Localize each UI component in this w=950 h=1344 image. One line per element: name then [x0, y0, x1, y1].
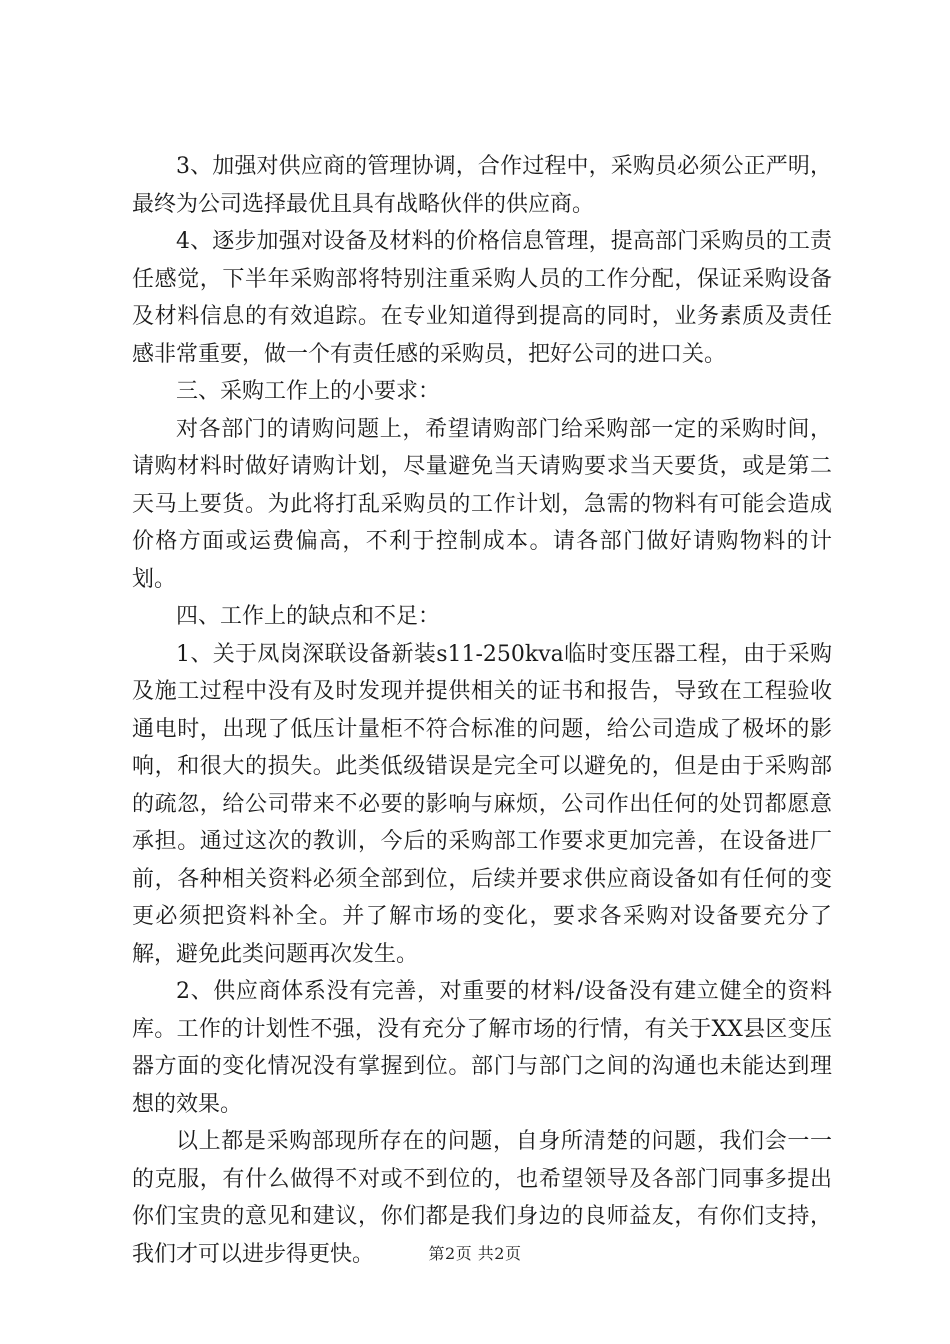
paragraph-shortcoming-2: 2、供应商体系没有完善，对重要的材料/设备没有建立健全的资料库。工作的计划性不强，没有充分了解市场的行情，有关于XX县区变压器方面的变化情况没有掌握到位。部门与部门之间的沟通也未能达到理想的效果。 — [132, 979, 832, 1117]
paragraph-requirements: 对各部门的请购问题上，希望请购部门给采购部一定的采购时间，请购材料时做好请购计划，尽量避免当天请购要求当天要货，或是第二天马上要货。为此将打乱采购员的工作计划，急需的物料有可能会造成价格方面或运费偏高，不利于控制成本。请各部门做好请购物料的计划。 — [132, 416, 832, 592]
page-footer: 第2页 共2页 — [428, 1244, 522, 1263]
paragraph-conclusion: 以上都是采购部现所存在的问题，自身所清楚的问题，我们会一一的克服，有什么做得不对或不到位的，也希望领导及各部门同事多提出你们宝贵的意见和建议，你们都是我们身边的良师益友，有你们支持，我们才可以进步得更快。 — [132, 1129, 832, 1267]
section-heading-shortcomings: 四、工作上的缺点和不足： — [176, 604, 441, 629]
paragraph-shortcoming-1: 1、关于凤岗深联设备新装s11-250kva临时变压器工程，由于采购及施工过程中没有及时发现并提供相关的证书和报告，导致在工程验收通电时，出现了低压计量柜不符合标准的问题，给公司造成了极坏的影响，和很大的损失。此类低级错误是完全可以避免的，但是由于采购部的疏忽，给公司带来不必要的影响与麻烦，公司作出任何的处罚都愿意承担。通过这次的教训，今后的采购部工作要求更加完善，在设备进厂前，各种相关资料必须全部到位，后续并要求供应商设备如有任何的变更必须把资料补全。并了解市场的变化，要求各采购对设备要充分了解，避免此类问题再次发生。 — [132, 641, 832, 967]
paragraph-item-3: 3、加强对供应商的管理协调，合作过程中，采购员必须公正严明，最终为公司选择最优且具有战略伙伴的供应商。 — [132, 154, 832, 217]
paragraph-item-4: 4、逐步加强对设备及材料的价格信息管理，提高部门采购员的工责任感觉，下半年采购部将特别注重采购人员的工作分配，保证采购设备及材料信息的有效追踪。在专业知道得到提高的同时，业务素质及责任感非常重要，做一个有责任感的采购员，把好公司的进口关。 — [132, 229, 832, 367]
document-body — [132, 148, 832, 1273]
section-heading-requirements: 三、采购工作上的小要求： — [176, 379, 441, 404]
